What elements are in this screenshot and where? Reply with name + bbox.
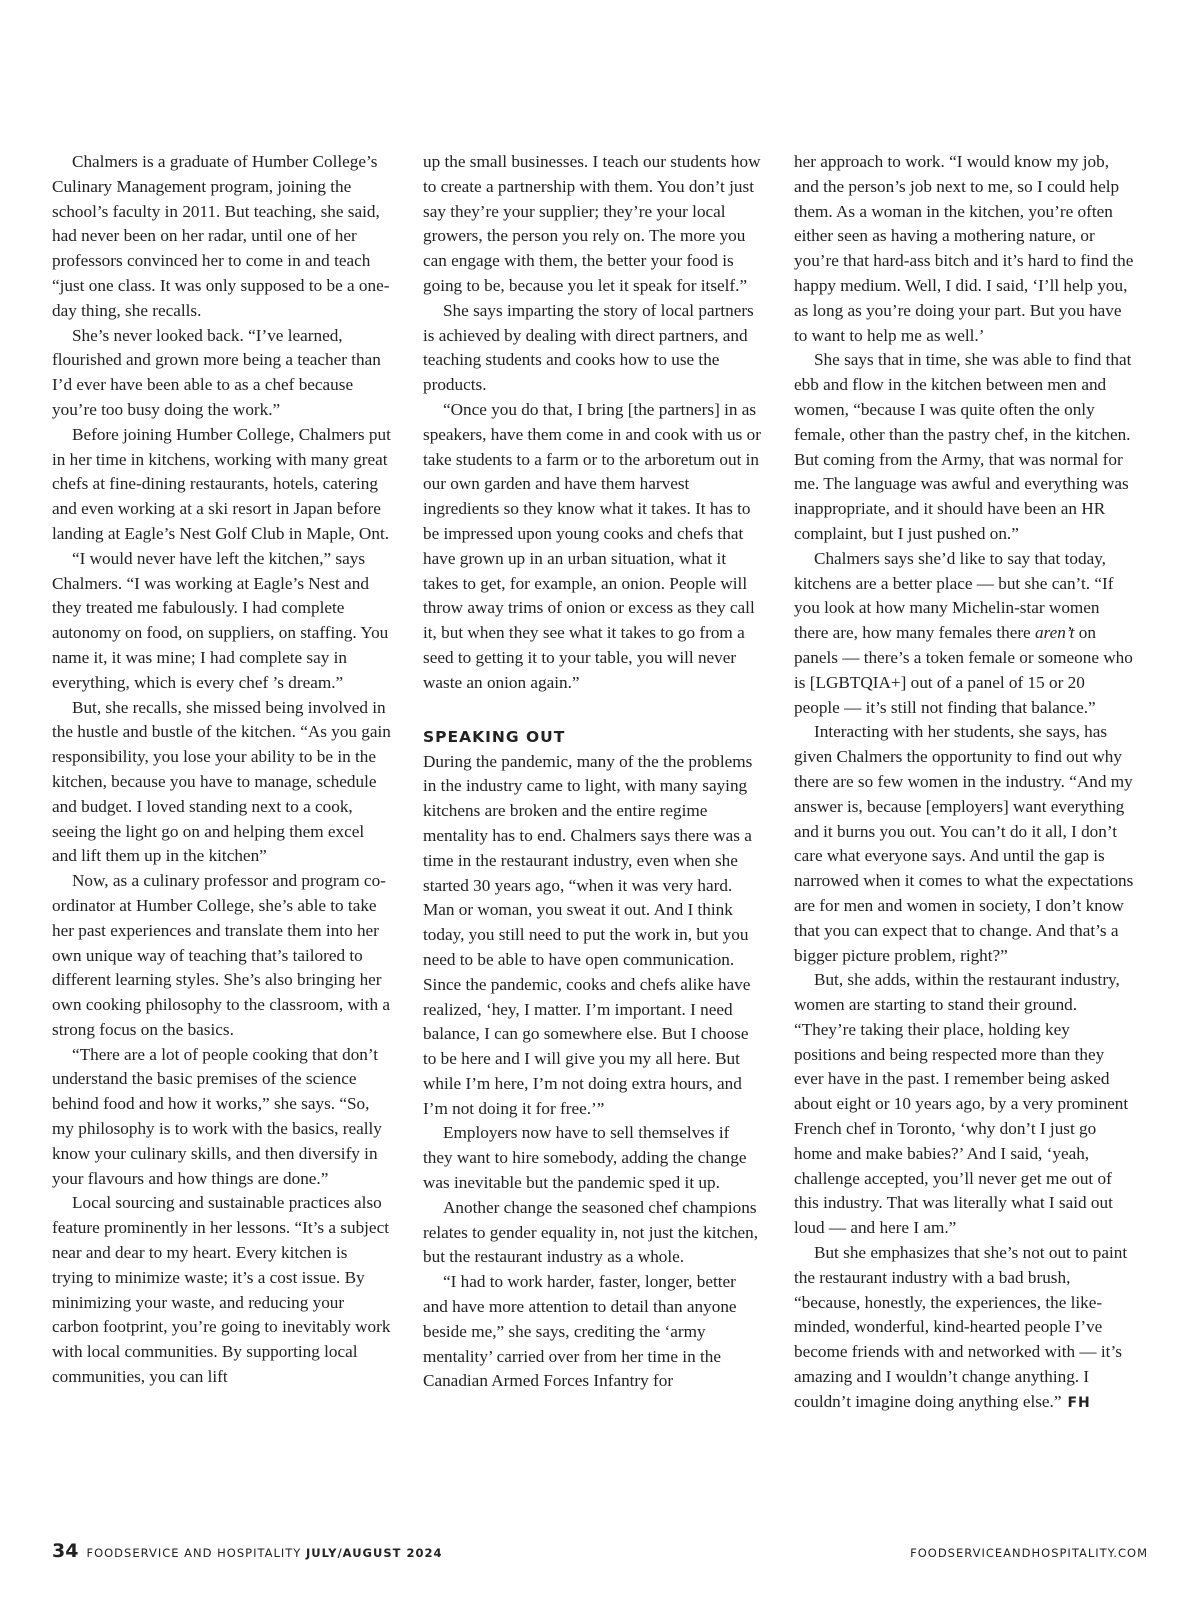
paragraph-text: on panels — there’s a token female or someone who is [LGBTQIA+] out of a panel of 15 or 20 people — it’s still not finding that balance.”: [794, 623, 1133, 717]
signoff-mark: FH: [1067, 1394, 1091, 1411]
paragraph: But, she recalls, she missed being involved in the hustle and bustle of the kitchen. “As you gain responsibility, you lose your ability to be in the kitchen, because you have to manage, schedule and budget. I loved standing next to a cook, seeing the light go on and helping them excel and lift them up in the kitchen”: [52, 697, 391, 866]
paragraph: “I had to work harder, faster, longer, better and have more attention to detail than anyone beside me,” she says, crediting the ‘army mentality’ carried over from her time in the Canadian Armed Forces Infantry for: [423, 1272, 737, 1391]
paragraph: She says that in time, she was able to find that ebb and flow in the kitchen between men and women, “because I was quite often the only female, other than the pastry chef, in the kitchen. But coming from the Army, that was normal for me. The language was awful and everything was inappropriate, and it should have been an HR complaint, but I just pushed on.”: [794, 350, 1132, 543]
paragraph: Interacting with her students, she says, has given Chalmers the opportunity to find out why there are so few women in the industry. “And my answer is, because [employers] want everything and it burns you out. You can’t do it all, I don’t care what everyone says. And until the gap is narrowed when it comes to what the expectations are for men and women in society, I don’t know that you can expect that to change. And that’s a bigger picture problem, right?”: [794, 722, 1134, 965]
footer-left: [52, 1540, 442, 1562]
paragraph: [794, 1241, 1134, 1416]
paragraph: Local sourcing and sustainable practices also feature prominently in her lessons. “It’s a subject near and dear to my heart. Every kitchen is trying to minimize waste; it’s a cost issue. By minimizing your waste, and reducing your carbon footprint, you’re going to inevitably work with local communities. By supporting local communities, you can lift: [52, 1193, 391, 1387]
paragraph: “Once you do that, I bring [the partners] in as speakers, have them come in and cook with us or take students to a farm or to the arboretum out in our own garden and have them harvest ingredients so they know what it takes. It has to be impressed upon young cooks and chefs that have grown up in an urban situation, what it takes to get, for example, an onion. People will throw away trims of onion or excess as they call it, but when they see what it takes to go from a seed to getting it to your table, you will never waste an onion again.”: [423, 399, 761, 692]
page-footer: [52, 1538, 1148, 1562]
paragraph: up the small businesses. I teach our students how to create a partnership with them. You don’t just say they’re your supplier; they’re your local growers, the person you rely on. The more you can engage with them, the better your food is going to be, because you let it speak for itself.”: [423, 152, 761, 295]
paragraph: “There are a lot of people cooking that don’t understand the basic premises of the science behind food and how it works,” she says. “So, my philosophy is to work with the basics, really know your culinary skills, and then diversify in your flavours and how things are done.”: [52, 1044, 382, 1188]
emphasis-text: aren’t: [1035, 623, 1075, 643]
publication-name: FOODSERVICE AND HOSPITALITY: [86, 1546, 302, 1560]
paragraph: She says imparting the story of local partners is achieved by dealing with direct partners, and teaching students and cooks how to use the products.: [423, 300, 754, 395]
section-subhead: SPEAKING OUT: [423, 727, 566, 746]
paragraph: Now, as a culinary professor and program co-ordinator at Humber College, she’s able to take her past experiences and translate them into her own unique way of teaching that’s tailored to different learning styles. She’s also bringing her own cooking philosophy to the classroom, with a strong focus on the basics.: [52, 871, 390, 1039]
page-number: 34: [52, 1540, 79, 1562]
paragraph: Employers now have to sell themselves if they want to hire somebody, adding the change was inevitable but the pandemic sped it up.: [423, 1123, 747, 1193]
paragraph: But, she adds, within the restaurant industry, women are starting to stand their ground. “They’re taking their place, holding key positions and being respected more than they ever have in the past. I remember being asked about eight or 10 years ago, by a very prominent French chef in Toronto, ‘why don’t I just go home and make babies?’ And I said, ‘yeah, challenge accepted, you’ll never get me out of this industry. That was literally what I said out loud — and here I am.”: [794, 970, 1129, 1238]
website-url: FOODSERVICEANDHOSPITALITY.COM: [910, 1546, 1148, 1560]
paragraph: her approach to work. “I would know my job, and the person’s job next to me, so I could help them. As a woman in the kitchen, you’re often either seen as having a mothering nature, or you’re that hard-ass bitch and it’s hard to find the happy medium. Well, I did. I said, ‘I’ll help you, as long as you’re doing your part. But you have to want to help me as well.’: [794, 152, 1134, 345]
article-column-3: [794, 150, 1134, 1416]
paragraph: Chalmers is a graduate of Humber College’s Culinary Management program, joining the school’s faculty in 2011. But teaching, she said, had never been on her radar, until one of her professors convinced her to come in and teach “just one class. It was only supposed to be a one-day thing, she recalls.: [52, 152, 390, 320]
issue-date: JULY/AUGUST 2024: [305, 1546, 443, 1560]
article-column-1: [52, 150, 392, 1390]
paragraph: Before joining Humber College, Chalmers put in her time in kitchens, working with many great chefs at fine-dining restaurants, hotels, catering and even working at a ski resort in Japan before landing at Eagle’s Nest Golf Club in Maple, Ont.: [52, 424, 391, 543]
paragraph: [794, 547, 1134, 721]
article-column-2: [423, 150, 763, 1394]
paragraph: She’s never looked back. “I’ve learned, flourished and grown more being a teacher than I’d ever have been able to as a chef because you’re too busy doing the work.”: [52, 325, 381, 419]
paragraph: “I would never have left the kitchen,” says Chalmers. “I was working at Eagle’s Nest and they treated me fabulously. I had complete autonomy on food, on suppliers, on staffing. You name it, it was mine; I had complete say in everything, which is every chef ’s dream.”: [52, 548, 389, 692]
paragraph-text: Chalmers says she’d like to say that today, kitchens are a better place — but she can’t. “If you look at how many Michelin-star women there are, how many females there: [794, 548, 1114, 643]
paragraph-text: But she emphasizes that she’s not out to paint the restaurant industry with a bad brush, “because, honestly, the experiences, the like-minded, wonderful, kind-hearted people I’ve become friends with and networked with — it’s amazing and I wouldn’t change anything. I couldn’t imagine doing anything else.”: [794, 1243, 1128, 1411]
paragraph: During the pandemic, many of the the problems in the industry came to light, with many saying kitchens are broken and the entire regime mentality has to end. Chalmers says there was a time in the restaurant industry, even when she started 30 years ago, “when it was very hard. Man or woman, you sweat it out. And I think today, you still need to put the work in, but you need to be able to have open communication. Since the pandemic, cooks and chefs alike have realized, ‘hey, I matter. I’m important. I need balance, I can go somewhere else. But I choose to be here and I will give you my all here. But while I’m here, I’m not doing extra hours, and I’m not doing it for free.’”: [423, 751, 753, 1118]
paragraph: Another change the seasoned chef champions relates to gender equality in, not just the kitchen, but the restaurant industry as a whole.: [423, 1197, 759, 1267]
